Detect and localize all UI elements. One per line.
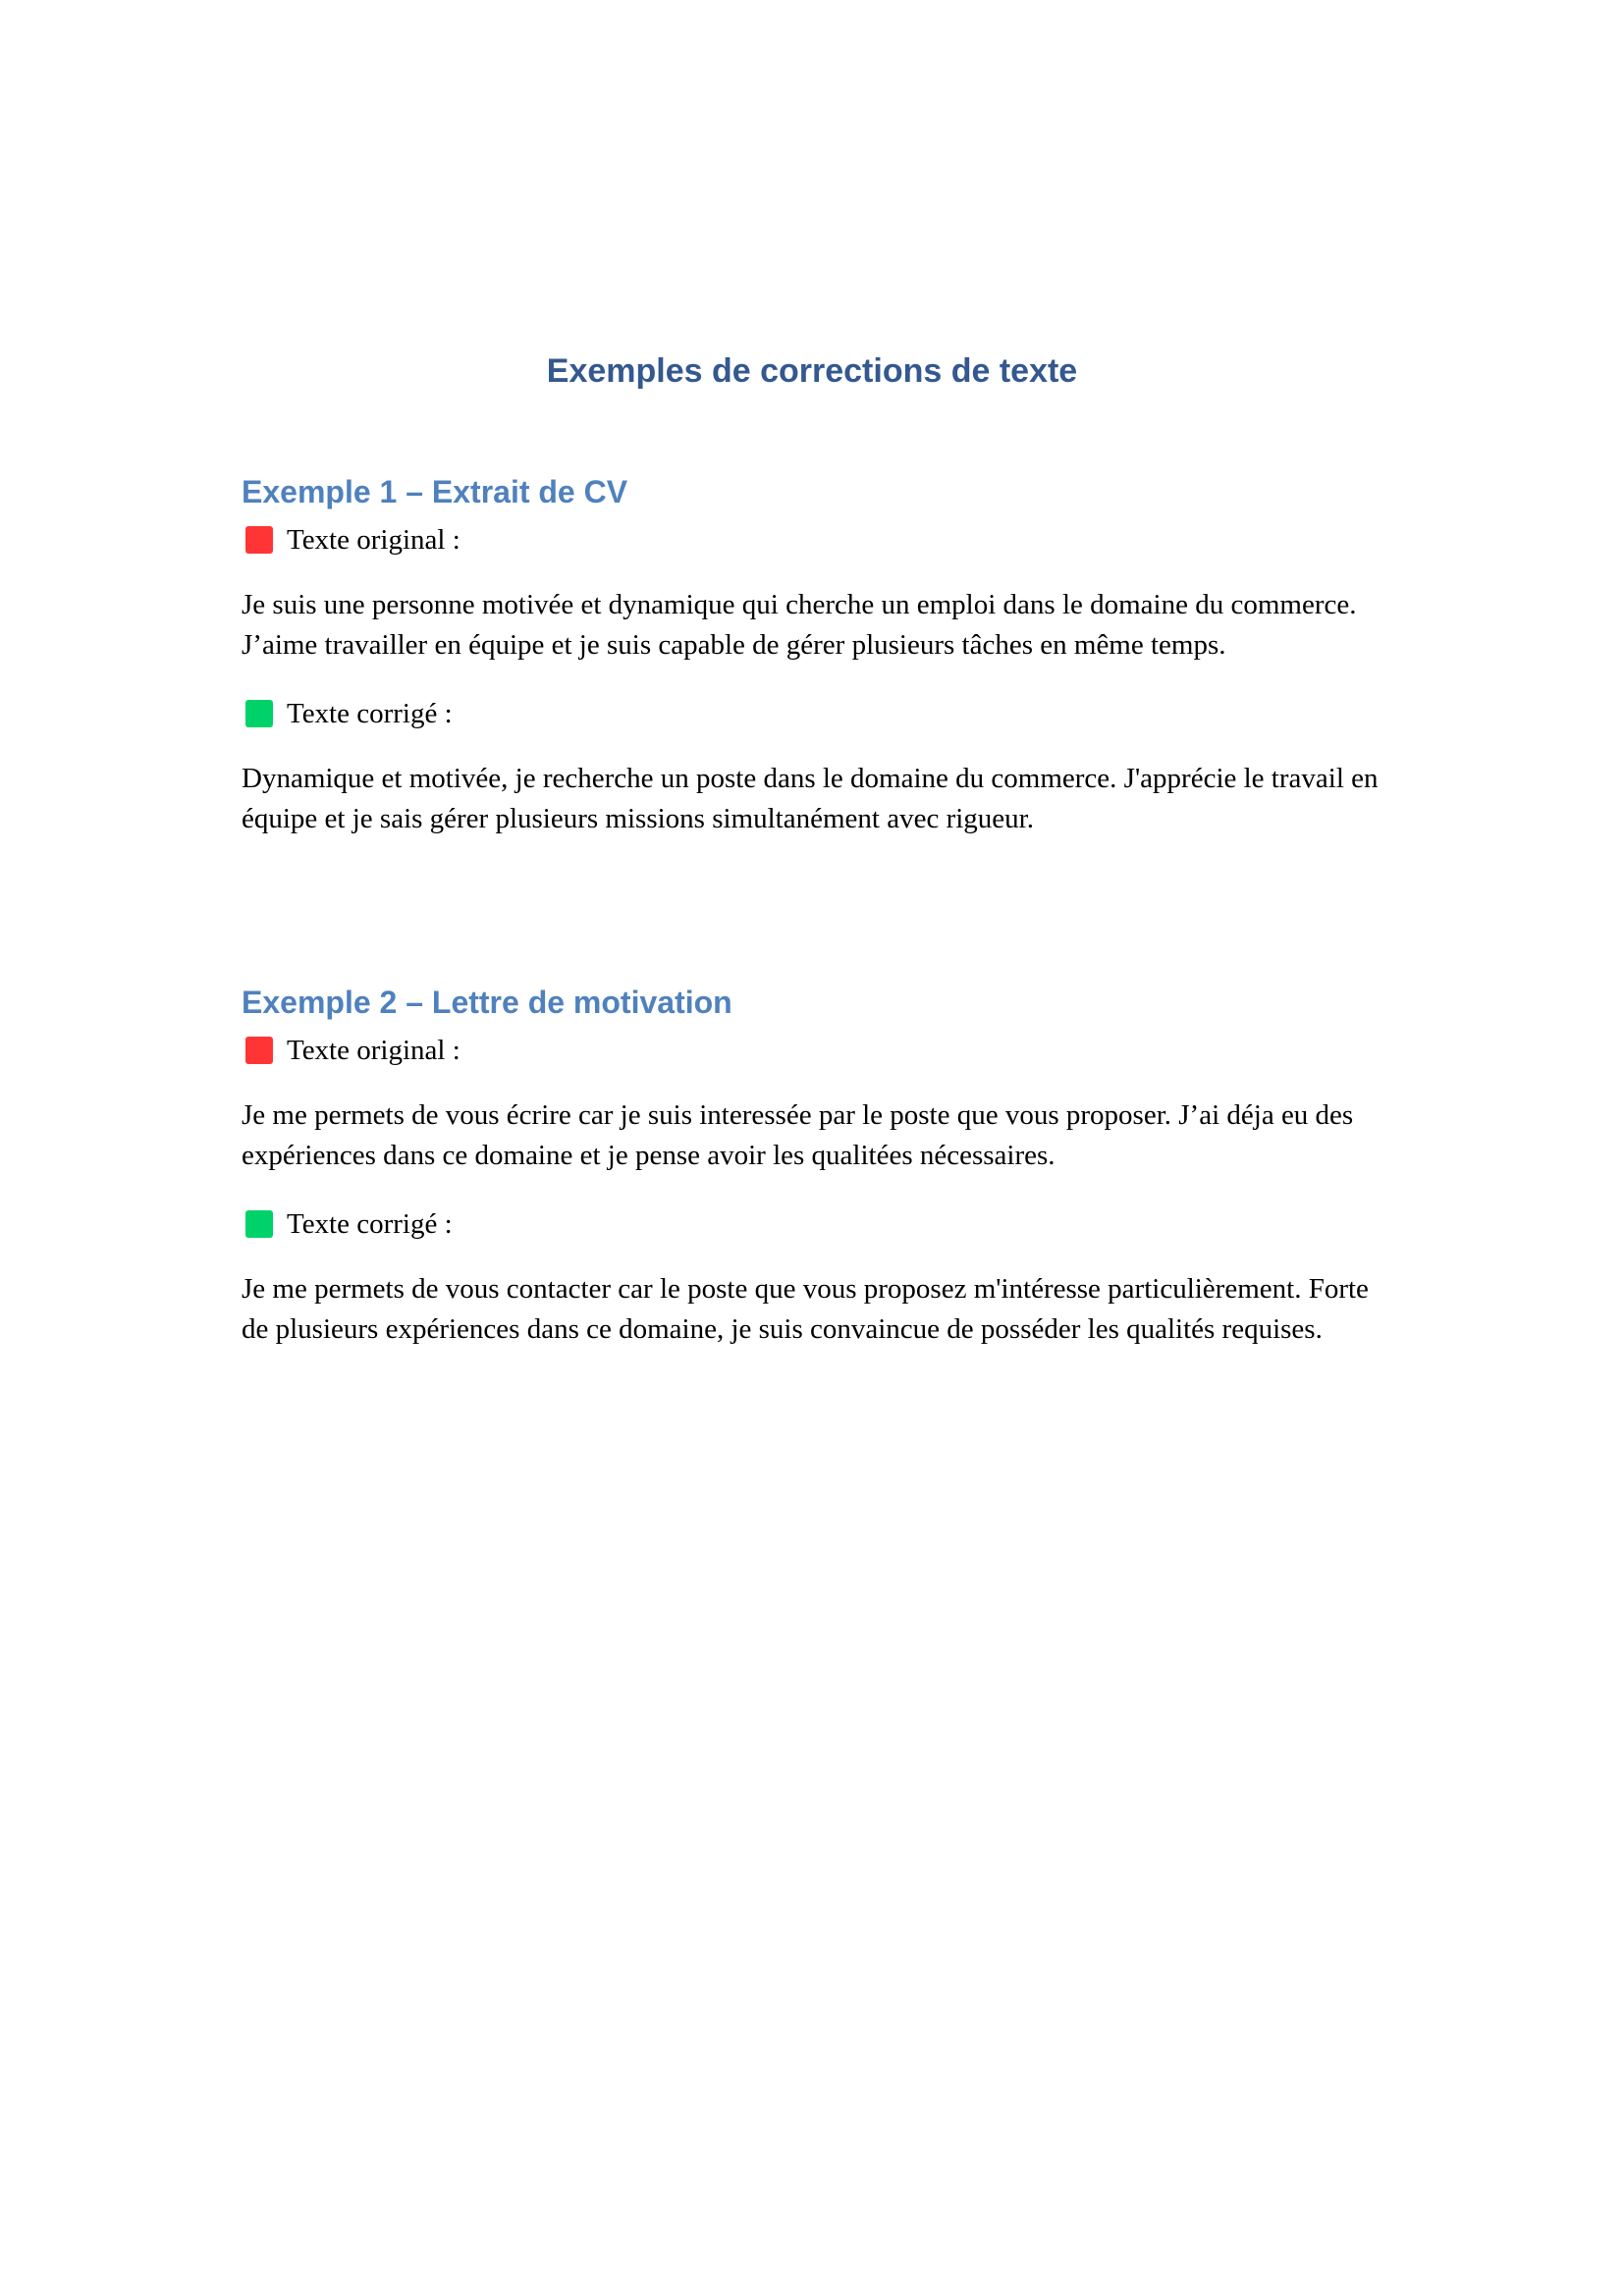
page-title: Exemples de corrections de texte — [546, 352, 1078, 390]
green-square-icon — [245, 700, 273, 727]
example-1-original-text: Je suis une personne motivée et dynamique qui cherche un emploi dans le domaine du commerce. J’aime travailler en équipe et je suis capable de gérer plusieurs tâches en même temps. — [242, 589, 1357, 661]
example-2-corrected-label: Texte corrigé : — [287, 1208, 453, 1241]
example-2-corrected-text: Je me permets de vous contacter car le poste que vous proposez m'intéresse particulièrement. Forte de plusieurs expériences dans ce domaine, je suis convaincue de posséder les qualités requises. — [242, 1273, 1369, 1345]
red-square-icon — [245, 1037, 273, 1064]
example-1-original-label-line — [242, 520, 1390, 560]
example-2-corrected-label-line — [242, 1204, 1390, 1244]
example-2-original-label-line — [242, 1031, 1390, 1070]
example-1-corrected-label-line — [242, 694, 1390, 733]
example-2-original-text: Je me permets de vous écrire car je suis interessée par le poste que vous proposer. J’ai déja eu des expériences dans ce domaine et je pense avoir les qualitées nécessaires. — [242, 1099, 1354, 1171]
example-1-heading: Exemple 1 – Extrait de CV — [242, 474, 628, 509]
example-1-section — [242, 473, 1390, 868]
example-1-corrected-label: Texte corrigé : — [287, 698, 453, 730]
example-1-corrected-text: Dynamique et motivée, je recherche un poste dans le domaine du commerce. J'apprécie le travail en équipe et je sais gérer plusieurs missions simultanément avec rigueur. — [242, 763, 1379, 834]
example-2-original-label: Texte original : — [287, 1035, 460, 1067]
example-1-original-label: Texte original : — [287, 524, 460, 557]
red-square-icon — [245, 526, 273, 554]
green-square-icon — [245, 1210, 273, 1238]
example-2-section — [242, 984, 1390, 1378]
example-2-heading: Exemple 2 – Lettre de motivation — [242, 985, 732, 1020]
